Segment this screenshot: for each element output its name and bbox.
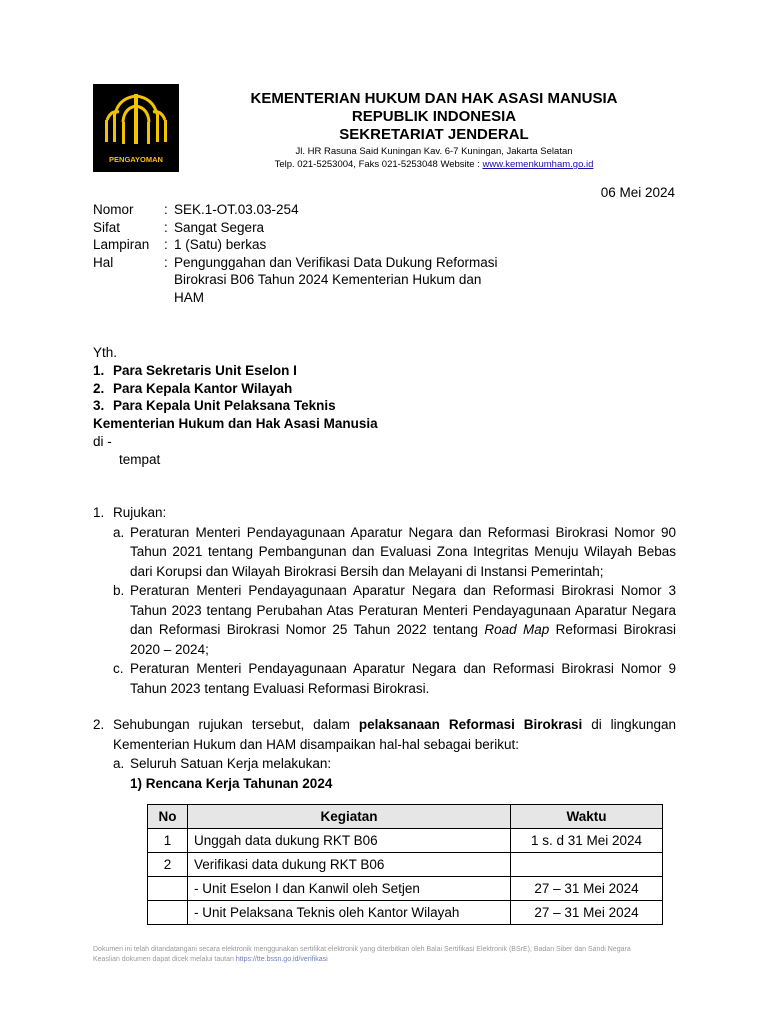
table-row: - Unit Eselon I dan Kanwil oleh Setjen 27 – 31 Mei 2024 [148,877,663,901]
section-1-title: Rujukan: [113,505,167,520]
pengayoman-logo [93,84,179,172]
letter-meta [93,201,514,306]
section-2a-1-title: 1) Rencana Kerja Tahunan 2024 [130,775,333,791]
addressee-di: di - [93,433,112,449]
meta-row-sifat: Sifat : Sangat Segera [93,219,514,237]
header-kegiatan: Kegiatan [188,805,511,829]
meta-row-nomor: Nomor : SEK.1-OT.03.03-254 [93,201,514,219]
section-2a: a. Seluruh Satuan Kerja melakukan: [113,756,332,771]
meta-key: Lampiran [93,237,150,252]
letterhead [200,90,668,171]
reference-b: b. Peraturan Menteri Pendayagunaan Aparatur Negara dan Reformasi Birokrasi Nomor 3 Tahun 2023 tentang Perubahan Atas Peraturan Menteri Pendayagunaan Aparatur Negara dan Reformasi Birokrasi Nomor 25 Tahun 2022 tentang Road Map Reformasi Birokrasi 2020 – 2024; [113,583,676,657]
addressee-org: Kementerian Hukum dan Hak Asasi Manusia [93,416,378,432]
addressee-item: 1. Para Sekretaris Unit Eselon I [93,362,297,378]
meta-key: Hal [93,254,114,270]
meta-key: Nomor [93,202,134,217]
esign-footer [93,945,693,965]
addressee-item: 2. Para Kepala Kantor Wilayah [93,380,293,396]
addressee-block [93,344,378,469]
section-2: 2. Sehubungan rujukan tersebut, dalam pelaksanaan Reformasi Birokrasi di lingkungan Kementerian Hukum dan HAM disampaikan hal-hal sebagai berikut: [93,717,676,752]
ministry-name: KEMENTERIAN HUKUM DAN HAK ASASI MANUSIA [250,90,618,107]
section-1: 1. Rujukan: [93,503,676,523]
meta-value: 1 (Satu) berkas [174,237,267,252]
addressee-tempat: tempat [119,451,161,467]
header-no: No [148,805,188,829]
office-name: SEKRETARIAT JENDERAL [339,126,529,143]
verification-link[interactable]: https://tte.bssn.go.id/verifikasi [235,956,328,963]
meta-key: Sifat [93,219,121,235]
meta-row-lampiran: Lampiran : 1 (Satu) berkas [93,236,514,254]
country-name: REPUBLIK INDONESIA [351,108,517,125]
office-contact [200,158,668,171]
pengayoman-emblem-icon [93,84,179,172]
logo-text: PENGAYOMAN [109,155,163,164]
meta-value: Sangat Segera [174,219,265,235]
footer-line-1: Dokumen ini telah ditandatangani secara elektronik menggunakan sertifikat elektronik yang diterbitkan oleh Balai Sertifikasi Elektronik (BSrE), Badan Siber dan Sandi Negara [93,946,631,953]
schedule-table [147,804,663,925]
contact-text: Telp. 021-5253004, Faks 021-5253048 Website : [274,159,483,170]
letter-body [93,503,676,793]
table-row: - Unit Pelaksana Teknis oleh Kantor Wilayah 27 – 31 Mei 2024 [148,901,663,925]
table-row: 1 Unggah data dukung RKT B06 1 s. d 31 Mei 2024 [148,829,663,853]
meta-row-hal: Hal : Pengunggahan dan Verifikasi Data Dukung Reformasi Birokrasi B06 Tahun 2024 Kementerian Hukum dan HAM [93,254,514,307]
table-header-row [148,805,663,829]
office-address: Jl. HR Rasuna Said Kuningan Kav. 6-7 Kuningan, Jakarta Selatan [295,146,573,157]
letter-date: 06 Mei 2024 [600,185,675,200]
website-link[interactable]: www.kemenkumham.go.id [482,159,594,170]
footer-line-2: Keaslian dokumen dapat dicek melalui tautan https://tte.bssn.go.id/verifikasi [93,956,328,963]
meta-value: SEK.1-OT.03.03-254 [174,202,299,217]
header-waktu: Waktu [511,805,663,829]
meta-value: Pengunggahan dan Verifikasi Data Dukung Reformasi Birokrasi B06 Tahun 2024 Kementerian Hukum dan HAM [174,254,498,305]
table-row: 2 Verifikasi data dukung RKT B06 [148,853,663,877]
reference-c: c. Peraturan Menteri Pendayagunaan Aparatur Negara dan Reformasi Birokrasi Nomor 9 Tahun 2023 tentang Evaluasi Reformasi Birokrasi. [113,661,676,696]
reference-a: a. Peraturan Menteri Pendayagunaan Aparatur Negara dan Reformasi Birokrasi Nomor 90 Tahun 2021 tentang Pembangunan dan Evaluasi Zona Integritas Menuju Wilayah Bebas dari Korupsi dan Wilayah Birokrasi Bersih dan Melayani di Instansi Pemerintah; [113,524,676,579]
addressee-item: 3. Para Kepala Unit Pelaksana Teknis [93,398,336,414]
yth-label: Yth. [93,345,118,360]
